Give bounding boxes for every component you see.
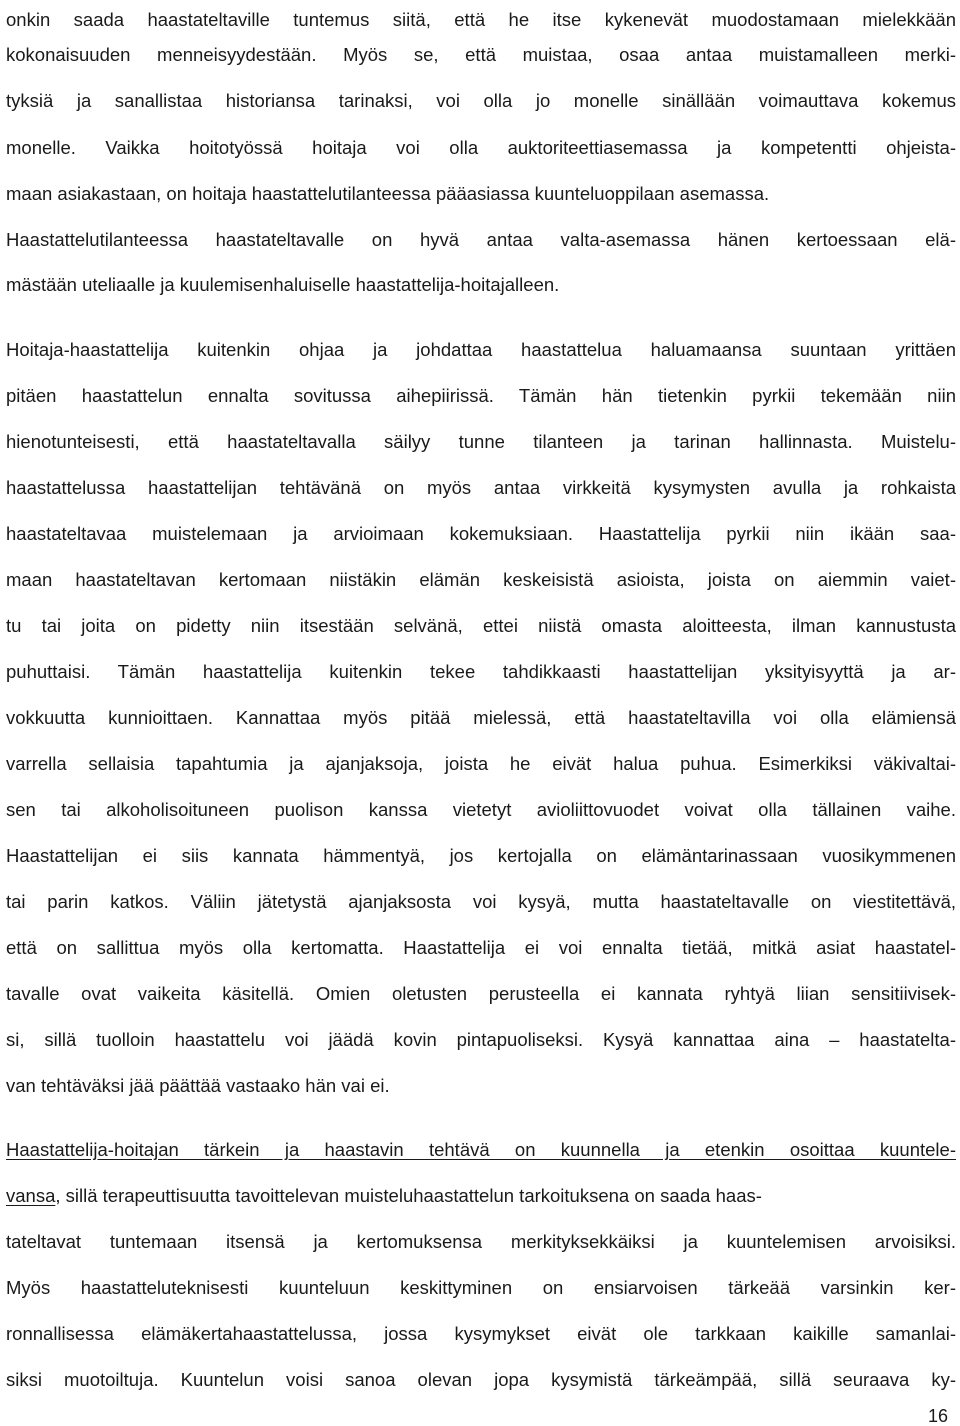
text-line: onkin saada haastateltaville tuntemus siitä, että he itse kykenevät muodostamaan mielekkään: [6, 9, 956, 30]
text-line: tai parin katkos. Väliin jätetystä ajanjaksosta voi kysyä, mutta haastateltavalle on viestitettävä,: [6, 891, 956, 912]
text-line: haastateltavaa muistelemaan ja arvioimaan kokemuksiaan. Haastattelija pyrkii niin ikään saa-: [6, 523, 956, 544]
text-line: haastattelussa haastattelijan tehtävänä on myös antaa virkkeitä kysymysten avulla ja rohkaista: [6, 477, 956, 498]
text-line: että on sallittua myös olla kertomatta. Haastattelija ei voi ennalta tietää, mitkä asiat haastatel-: [6, 937, 956, 958]
text-line: varrella sellaisia tapahtumia ja ajanjaksoja, joista he eivät halua puhua. Esimerkiksi väkivaltai-: [6, 753, 956, 774]
text-line: tyksiä ja sanallistaa historiansa tarinaksi, voi olla jo monelle sinällään voimauttava kokemus: [6, 90, 956, 111]
text-continuation: , sillä terapeuttisuutta tavoittelevan muisteluhaastattelun tarkoituksena on saada haas-: [55, 1185, 762, 1206]
text-line: Haastattelutilanteessa haastateltavalle on hyvä antaa valta-asemassa hänen kertoessaan elä-: [6, 229, 956, 250]
text-line: siksi muotoiltuja. Kuuntelun voisi sanoa olevan jopa kysymistä tärkeämpää, sillä seuraava ky-: [6, 1369, 956, 1390]
text-line: ronnallisessa elämäkertahaastattelussa, jossa kysymykset eivät ole tarkkaan kaikille samanlai-: [6, 1323, 956, 1344]
text-line: monelle. Vaikka hoitotyössä hoitaja voi olla auktoriteettiasemassa ja kompetentti ohjeista-: [6, 137, 956, 158]
text-line: maan asiakastaan, on hoitaja haastattelutilanteessa pääasiassa kuunteluoppilaan asemassa.: [6, 183, 770, 204]
text-line: si, sillä tuolloin haastattelu voi jäädä kovin pintapuoliseksi. Kysyä kannattaa aina – haastatelta-: [6, 1029, 956, 1050]
text-line: tateltavat tuntemaan itsensä ja kertomuksensa merkityksekkäiksi ja kuuntelemisen arvoisiksi.: [6, 1231, 956, 1252]
text-line: pitäen haastattelun ennalta sovitussa aihepiirissä. Tämän hän tietenkin pyrkii tekemään niin: [6, 385, 956, 406]
text-line: van tehtäväksi jää päättää vastaako hän vai ei.: [6, 1075, 390, 1096]
text-line: hienotunteisesti, että haastateltavalla säilyy tunne tilanteen ja tarinan hallinnasta. Muistelu-: [6, 431, 956, 452]
text-line: Hoitaja-haastattelija kuitenkin ohjaa ja johdattaa haastattelua haluamaansa suuntaan yrittäen: [6, 339, 956, 360]
page-number: 16: [927, 1406, 948, 1426]
underlined-text: vansa: [6, 1185, 56, 1206]
text-line: mästään uteliaalle ja kuulemisenhaluiselle haastattelija-hoitajalleen.: [6, 274, 560, 295]
text-line: maan haastateltavan kertomaan niistäkin elämän keskeisistä asioista, joista on aiemmin vaiet-: [6, 569, 956, 590]
text-line: kokonaisuuden menneisyydestään. Myös se, että muistaa, osaa antaa muistamalleen merki-: [6, 44, 956, 65]
text-line: Haastattelijan ei siis kannata hämmentyä, jos kertojalla on elämäntarinassaan vuosikymmenen: [6, 845, 956, 866]
text-line: tavalle ovat vaikeita käsitellä. Omien oletusten perusteella ei kannata ryhtyä liian sensitiivisek-: [6, 983, 956, 1004]
text-line: Myös haastatteluteknisesti kuunteluun keskittyminen on ensiarvoisen tärkeää varsinkin ker-: [6, 1277, 956, 1298]
text-line: [6, 1184, 956, 1208]
text-line: tu tai joita on pidetty niin itsestään selvänä, ettei niistä omasta aloitteesta, ilman kannustusta: [6, 615, 956, 636]
underlined-text-line: Haastattelija-hoitajan tärkein ja haastavin tehtävä on kuunnella ja etenkin osoittaa kuuntele-: [6, 1139, 956, 1160]
text-line: sen tai alkoholisoituneen puolison kanssa vietetyt avioliittovuodet voivat olla tällainen vaihe.: [6, 799, 956, 820]
text-line: vokkuutta kunnioittaen. Kannattaa myös pitää mielessä, että haastateltavilla voi olla elämiensä: [6, 707, 956, 728]
text-line: puhuttaisi. Tämän haastattelija kuitenkin tekee tahdikkaasti haastattelijan yksityisyyttä ja ar-: [6, 661, 956, 682]
